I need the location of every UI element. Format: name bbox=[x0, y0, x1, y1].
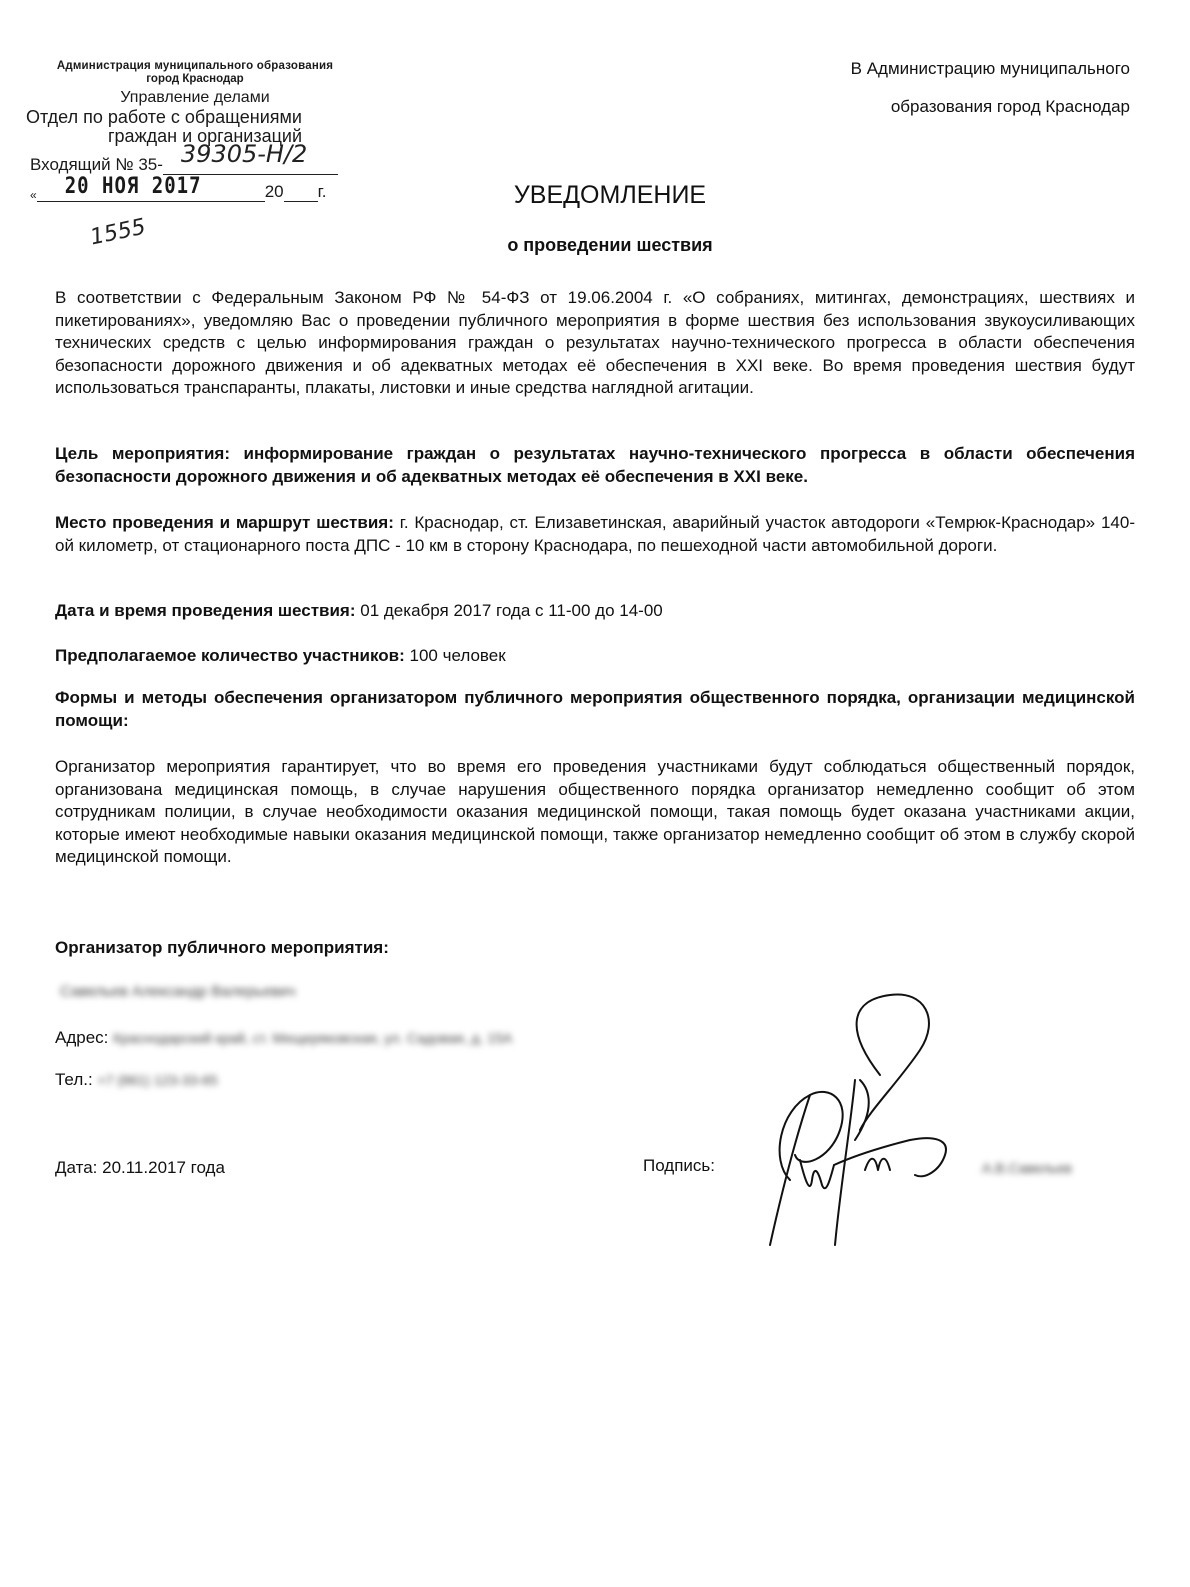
year-suffix: г. bbox=[317, 182, 327, 201]
stamp-dept-line1: Управление делами bbox=[120, 89, 270, 106]
address-label: Адрес: bbox=[55, 1028, 109, 1047]
handwritten-time: 1555 bbox=[88, 214, 148, 251]
address-redacted: Краснодарский край, ст. Мещеряковская, ул. Садовая, д. 15А bbox=[113, 1030, 513, 1046]
incoming-number-row bbox=[30, 140, 360, 175]
stamp-org-line1: Администрация муниципального образования bbox=[56, 60, 334, 72]
location-paragraph bbox=[55, 512, 1135, 557]
intro-paragraph: В соответствии с Федеральным Законом РФ № 54-ФЗ от 19.06.2004 г. «О собраниях, митингах, демонстрациях, шествиях и пикетированиях», уведомляю Вас о проведении публичного мероприятия в форме шествия без использования звукоусиливающих технических средств с целью информирования граждан о результатах научно-технического прогресса в области обеспечения безопасности дорожного движения и об адекватных методах её обеспечения в XXI веке. Во время проведения шествия будут использоваться транспаранты, плакаты, листовки и иные средства наглядной агитации. bbox=[55, 288, 1135, 397]
organizer-phone bbox=[55, 1070, 218, 1090]
handwritten-signature bbox=[750, 990, 970, 1250]
order-methods-paragraph: Организатор мероприятия гарантирует, что во время его проведения участниками будут соблюдаться общественный порядок, организована медицинская помощь, в случае нарушения общественного порядка организатор немедленно сообщит об этом сотрудникам полиции, в случае необходимости оказания медицинской помощи, такая помощь будет оказана участниками акции, которые имеют необходимые навыки оказания медицинской помощи, также организатор немедленно сообщит об этом в службу скорой медицинской помощи. bbox=[55, 757, 1135, 866]
incoming-number-handwritten: 39305-Н/2 bbox=[180, 140, 308, 168]
purpose-label: Цель мероприятия: bbox=[55, 444, 231, 463]
signature-name-redacted: А.В.Савельев bbox=[982, 1160, 1072, 1176]
date-value: 20.11.2017 года bbox=[102, 1158, 225, 1177]
document-subtitle: о проведении шествия bbox=[507, 235, 713, 255]
signature-label: Подпись: bbox=[643, 1156, 716, 1175]
participants-value: 100 человек bbox=[409, 646, 506, 665]
participants-paragraph bbox=[55, 645, 1135, 668]
phone-label: Тел.: bbox=[55, 1070, 93, 1089]
order-methods-label: Формы и методы обеспечения организатором публичного мероприятия общественного порядка, организации медицинской помощи: bbox=[55, 688, 1135, 730]
stamp-dept-line3: граждан и организаций bbox=[107, 126, 303, 146]
organizer-address bbox=[55, 1028, 512, 1048]
location-value: г. Краснодар, ст. Елизаветинская, аварийный участок автодороги «Темрюк-Краснодар» 140-ой километр, от стационарного поста ДПС - 10 км в сторону Краснодара, по пешеходной части автомобильной дороги. bbox=[55, 513, 1135, 555]
location-label: Место проведения и маршрут шествия: bbox=[55, 513, 394, 532]
date-label: Дата: bbox=[55, 1158, 98, 1177]
purpose-paragraph bbox=[55, 443, 1135, 488]
participants-label: Предполагаемое количество участников: bbox=[55, 646, 405, 665]
organizer-title: Организатор публичного мероприятия: bbox=[55, 938, 389, 957]
datetime-value: 01 декабря 2017 года с 11-00 до 14-00 bbox=[360, 601, 663, 620]
addressee-line1: В Администрацию муниципального bbox=[850, 59, 1130, 78]
year-prefix: 20 bbox=[264, 182, 284, 201]
order-methods-heading bbox=[55, 687, 1135, 732]
datetime-label: Дата и время проведения шествия: bbox=[55, 601, 356, 620]
phone-redacted: +7 (861) 123-33-65 bbox=[97, 1072, 218, 1088]
addressee-line2: образования город Краснодар bbox=[890, 97, 1130, 116]
stamp-org-line2: город Краснодар bbox=[146, 73, 244, 85]
incoming-label: Входящий № 35- bbox=[30, 155, 163, 174]
document-title: УВЕДОМЛЕНИЕ bbox=[513, 181, 707, 209]
date-open-quote: « bbox=[30, 188, 37, 202]
addressee bbox=[851, 50, 1130, 126]
datetime-paragraph bbox=[55, 600, 1135, 623]
organizer-name-redacted: Савельев Александр Валерьевич bbox=[60, 983, 296, 1000]
stamped-date: 20 НОЯ 2017 bbox=[64, 173, 202, 199]
document-date bbox=[55, 1158, 225, 1178]
stamp-dept-line2: Отдел по работе с обращениями bbox=[26, 107, 302, 127]
purpose-value: информирование граждан о результатах научно-технического прогресса в области обеспечения безопасности дорожного движения и об адекватных методах её обеспечения в XXI веке. bbox=[55, 444, 1136, 486]
